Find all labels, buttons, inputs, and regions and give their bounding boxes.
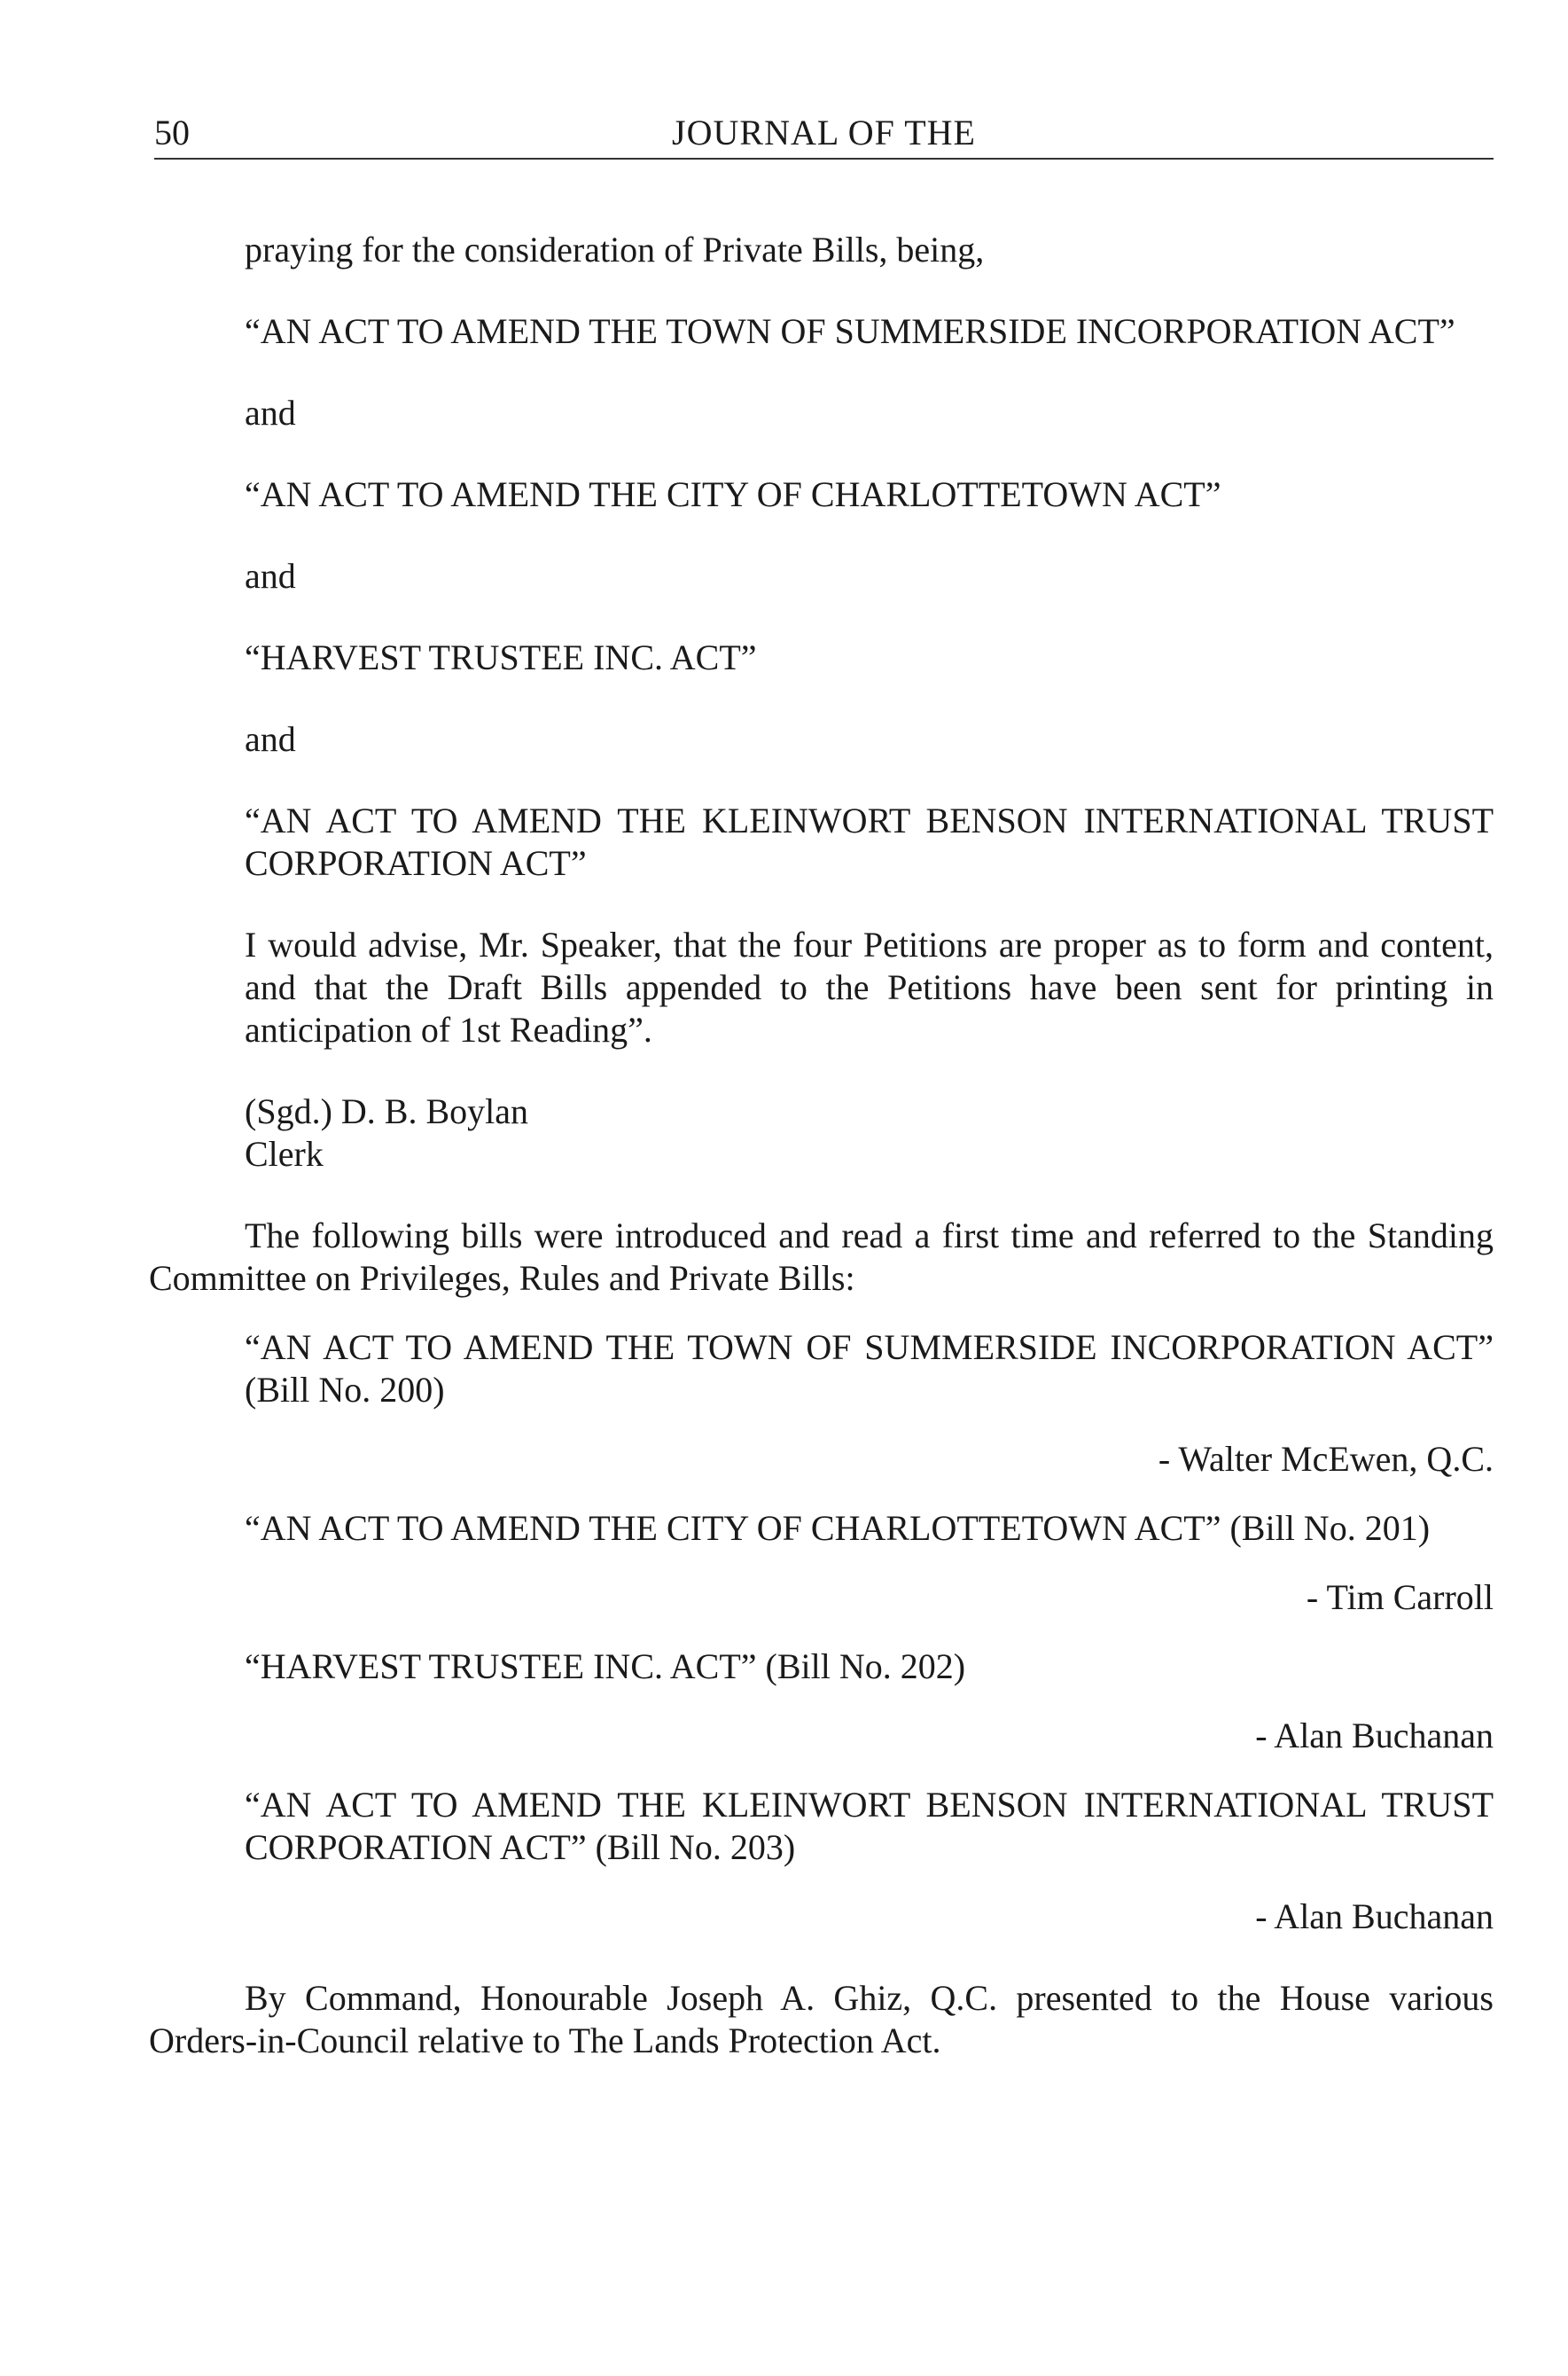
page-body xyxy=(149,229,1494,2062)
bill-sponsor: - Walter McEwen, Q.C. xyxy=(1158,1439,1494,1479)
bill-title: “AN ACT TO AMEND THE TOWN OF SUMMERSIDE INCORPORATION ACT” (Bill No. 200) xyxy=(245,1327,1494,1410)
bill-sponsor: - Alan Buchanan xyxy=(1255,1896,1494,1936)
bill-entry xyxy=(149,1645,1494,1757)
signature-title: Clerk xyxy=(245,1134,324,1174)
bill-title: “AN ACT TO AMEND THE KLEINWORT BENSON INTERNATIONAL TRUST CORPORATION ACT” (Bill No. 203) xyxy=(245,1785,1494,1867)
conjunction-and: and xyxy=(245,556,296,596)
conjunction-and: and xyxy=(245,719,296,759)
petition-bill-summerside: “AN ACT TO AMEND THE TOWN OF SUMMERSIDE INCORPORATION ACT” xyxy=(245,311,1455,351)
page-header xyxy=(154,105,1494,160)
bill-title: “HARVEST TRUSTEE INC. ACT” (Bill No. 202) xyxy=(245,1646,966,1686)
bill-title: “AN ACT TO AMEND THE CITY OF CHARLOTTETOWN ACT” (Bill No. 201) xyxy=(245,1508,1431,1548)
petition-bill-charlottetown: “AN ACT TO AMEND THE CITY OF CHARLOTTETOWN ACT” xyxy=(245,474,1221,514)
bill-entry xyxy=(149,1326,1494,1481)
running-head: JOURNAL OF THE xyxy=(672,113,976,152)
bill-sponsor: - Tim Carroll xyxy=(1306,1577,1494,1617)
bill-entry xyxy=(149,1784,1494,1938)
signature-block xyxy=(245,1090,1494,1176)
page-number: 50 xyxy=(154,113,190,152)
command-paragraph: By Command, Honourable Joseph A. Ghiz, Q.C. presented to the House various Orders-in-Council relative to The Lands Protection Act. xyxy=(149,1978,1494,2060)
clerk-advice: I would advise, Mr. Speaker, that the four Petitions are proper as to form and content, and that the Draft Bills appended to the Petitions have been sent for printing in anticipation of 1st Reading”. xyxy=(245,925,1494,1050)
petition-bill-kleinwort: “AN ACT TO AMEND THE KLEINWORT BENSON INTERNATIONAL TRUST CORPORATION ACT” xyxy=(245,801,1494,883)
bill-sponsor: - Alan Buchanan xyxy=(1255,1716,1494,1755)
petition-bill-harvest: “HARVEST TRUSTEE INC. ACT” xyxy=(245,637,757,677)
intro-text: praying for the consideration of Private Bills, being, xyxy=(245,230,985,270)
bills-intro: The following bills were introduced and read a first time and referred to the Standing Committee on Privileges, Rules and Private Bills: xyxy=(149,1215,1494,1298)
bill-entry xyxy=(149,1507,1494,1619)
signature: (Sgd.) D. B. Boylan xyxy=(245,1091,528,1131)
conjunction-and: and xyxy=(245,393,296,433)
